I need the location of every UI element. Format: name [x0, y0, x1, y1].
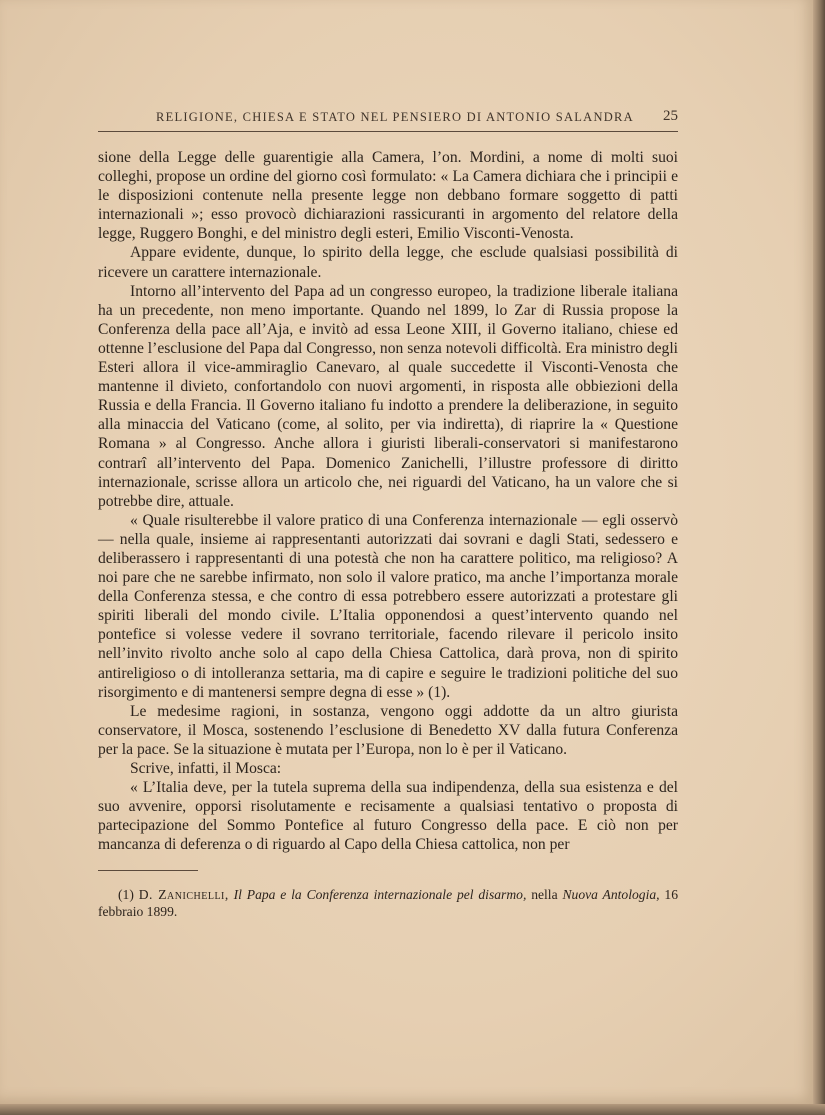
- quotation-paragraph: « Quale risulterebbe il valore pratico di una Conferenza internazionale — egli osservò — nella quale, insieme ai rappresentanti autorizzati dai sovrani e dagli Stati, sedessero e deliberassero i rappresentanti di una potestà che non ha carattere politico, ma religioso? A noi pare che ne sarebbe infirmato, non solo il valore pratico, ma anche l’importanza morale della Conferenza stessa, e che contro di essa potrebbero essere autorizzati a protestare gli spiriti liberali del mondo civile. L’Italia opponendosi a quest’intervento quando nel pontefice si volesse vedere il sovrano territoriale, facendo rilevare il pericolo insito nell’invito rivolto anche solo al capo della Chiesa Cattolica, darà prova, non di spirito antireligioso o di intolleranza settaria, ma di capire e seguire le tradizioni politiche del suo risorgimento e di mantenersi sempre degna di esse » (1).: [98, 511, 678, 701]
- header-rule: [98, 131, 678, 132]
- footnote-author: D. Zanichelli,: [138, 887, 229, 902]
- footnote-connector: nella: [531, 887, 558, 902]
- paragraph: Intorno all’intervento del Papa ad un congresso europeo, la tradizione liberale italiana ha un precedente, non meno importante. Quando nel 1899, lo Zar di Russia propose la Conferenza della pace all’Aja, e invitò ad essa Leone XIII, il Governo italiano, chiese ed ottenne l’esclusione del Papa dal Congresso, non senza notevoli difficoltà. Era ministro degli Esteri allora il vice-ammiraglio Canevaro, al quale succedette il Visconti-Venosta che mantenne il divieto, confortandolo con nuovi argomenti, in risposta alle obbiezioni della Russia e della Francia. Il Governo italiano fu indotto a prendere la deliberazione, in seguito alla minaccia del Vaticano (come, al solito, per via indiretta), di riaprire la « Questione Romana » al Congresso. Anche allora i giuristi liberali-conservatori si manifestarono contrarî all’intervento del Papa. Domenico Zanichelli, l’illustre professore di diritto internazionale, scrisse allora un articolo che, nei riguardi del Vaticano, ha un valore che si potrebbe dire, attuale.: [98, 282, 679, 510]
- page-edge-bottom: [0, 1104, 825, 1115]
- paragraph: Le medesime ragioni, in sostanza, vengono oggi addotte da un altro giurista conservatore, il Mosca, sostenendo l’esclusione di Benedetto XV dalla futura Conferenza per la pace. Se la situazione è mutata per l’Europa, non lo è per il Vaticano.: [98, 702, 678, 758]
- paragraph: Appare evidente, dunque, lo spirito della legge, che esclude qualsiasi possibilità di ricevere un carattere internazionale.: [98, 244, 678, 281]
- page-number: 25: [663, 108, 678, 124]
- footnote-date: 16 febbraio 1899.: [98, 887, 679, 919]
- running-title: RELIGIONE, CHIESA E STATO NEL PENSIERO DI ANTONIO SALANDRA: [156, 110, 634, 124]
- footnote-title: Il Papa e la Conferenza internazionale pel disarmo,: [233, 887, 527, 902]
- footnote-rule: [98, 870, 198, 871]
- page-edge-right: [813, 0, 825, 1115]
- footnote: [98, 886, 678, 920]
- paragraph: sione della Legge delle guarentigie alla Camera, l’on. Mordini, a nome di molti suoi colleghi, propose un ordine del giorno così formulato: « La Camera dichiara che i principii e le disposizioni contenute nella presente legge non debbano formare soggetto di patti internazionali »; esso provocò dichiarazioni rassicuranti in argomento del relatore della legge, Ruggero Bonghi, e del ministro degli esteri, Emilio Visconti-Venosta.: [98, 149, 678, 243]
- body-text: [98, 148, 678, 854]
- paragraph: Scrive, infatti, il Mosca:: [130, 760, 282, 777]
- quotation-paragraph: « L’Italia deve, per la tutela suprema della sua indipendenza, della sua esistenza e del suo avvenire, opporsi risolutamente e recisamente a qualsiasi tentativo o proposta di partecipazione del Sommo Pontefice al futuro Congresso della pace. E ciò non per mancanza di deferenza o di riguardo al Capo della Chiesa cattolica, non per: [98, 779, 678, 854]
- footnote-marker: (1): [118, 887, 134, 902]
- footnote-journal: Nuova Antologia,: [562, 887, 660, 902]
